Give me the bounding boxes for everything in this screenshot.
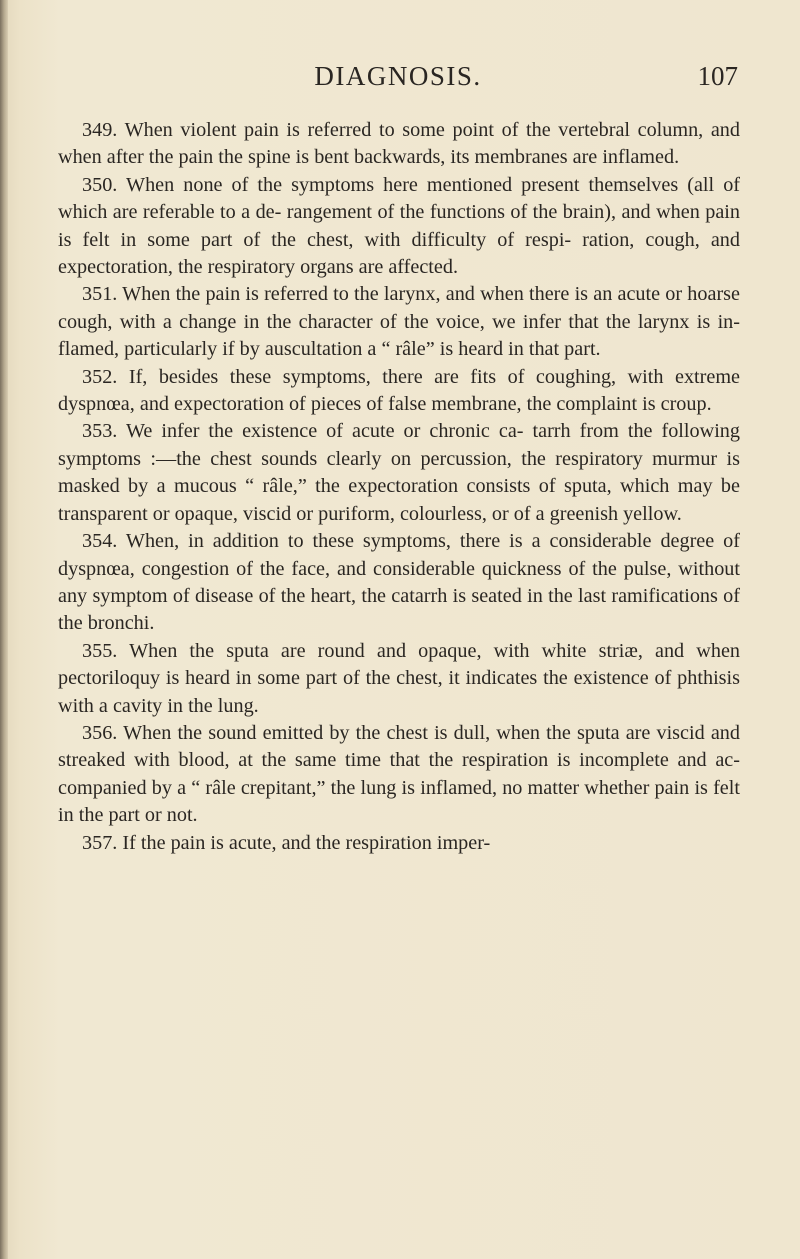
paragraph-text: When, in addition to these symptoms, there is a considerable degree of dyspnœa, congestion of the face, and considerable quickness of the pulse, without any symptom of disease of the heart, the catarrh is seated in the last ramifications of the bronchi. xyxy=(58,530,740,635)
paragraph-text: When the sound emitted by the chest is dull, when the sputa are viscid and streaked with blood, at the same time that the respiration is incomplete and ac- companied by a “ râle crepitant,” the lung is inflamed, no matter whether pain is felt in the part or not. xyxy=(58,721,740,827)
paragraph-number: 355. xyxy=(82,639,118,662)
paragraph-356 xyxy=(58,720,740,830)
running-title: DIAGNOSIS. xyxy=(314,61,482,91)
paragraph-354 xyxy=(58,528,740,638)
paragraph-text: When violent pain is referred to some point of the vertebral column, and when after the pain the spine is bent backwards, its membranes are inflamed. xyxy=(58,119,740,169)
paragraph-number: 354. xyxy=(82,530,118,553)
paragraph-number: 357. xyxy=(82,831,118,854)
paragraph-355 xyxy=(58,638,740,720)
paragraph-text: When the sputa are round and opaque, with white striæ, and when pectoriloquy is heard in some part of the chest, it indicates the existence of phthisis with a cavity in the lung. xyxy=(58,639,740,717)
paragraph-353 xyxy=(58,418,740,528)
page-binding-edge xyxy=(0,0,8,1259)
paragraph-350 xyxy=(58,172,740,282)
paragraph-text: We infer the existence of acute or chronic ca- tarrh from the following symptoms :—the chest sounds clearly on percussion, the respiratory murmur is masked by a mucous “ râle,” the expectoration consists of sputa, which may be transparent or opaque, viscid or puriform, colourless, or of a greenish yellow. xyxy=(58,420,740,525)
paragraph-number: 351. xyxy=(82,283,118,306)
paragraph-349 xyxy=(58,117,740,172)
paragraph-text: If the pain is acute, and the respiration imper- xyxy=(122,831,491,854)
paragraph-number: 356. xyxy=(82,721,118,744)
body-text xyxy=(58,117,740,857)
paragraph-text: If, besides these symptoms, there are fits of coughing, with extreme dyspnœa, and expectoration of pieces of false membrane, the complaint is croup. xyxy=(58,365,741,416)
paragraph-number: 353. xyxy=(82,420,118,443)
paragraph-number: 350. xyxy=(82,173,118,196)
paragraph-351 xyxy=(58,281,740,363)
paragraph-number: 349. xyxy=(82,119,118,141)
paragraph-number: 352. xyxy=(82,365,118,388)
page-header xyxy=(58,58,738,94)
paragraph-352 xyxy=(58,364,740,419)
paragraph-text: When none of the symptoms here mentioned present themselves (all of which are referable to a de- rangement of the functions of the brain), and when pain is felt in some part of the chest, with difficulty of respi- ration, cough, and expectoration, the respiratory organs are affected. xyxy=(58,173,741,279)
page-number: 107 xyxy=(697,61,738,91)
paragraph-357 xyxy=(58,830,740,857)
paragraph-text: When the pain is referred to the larynx, and when there is an acute or hoarse cough, with a change in the character of the voice, we infer that the larynx is in- flamed, particularly if by auscultation a “ râle” is heard in that part. xyxy=(58,283,740,361)
